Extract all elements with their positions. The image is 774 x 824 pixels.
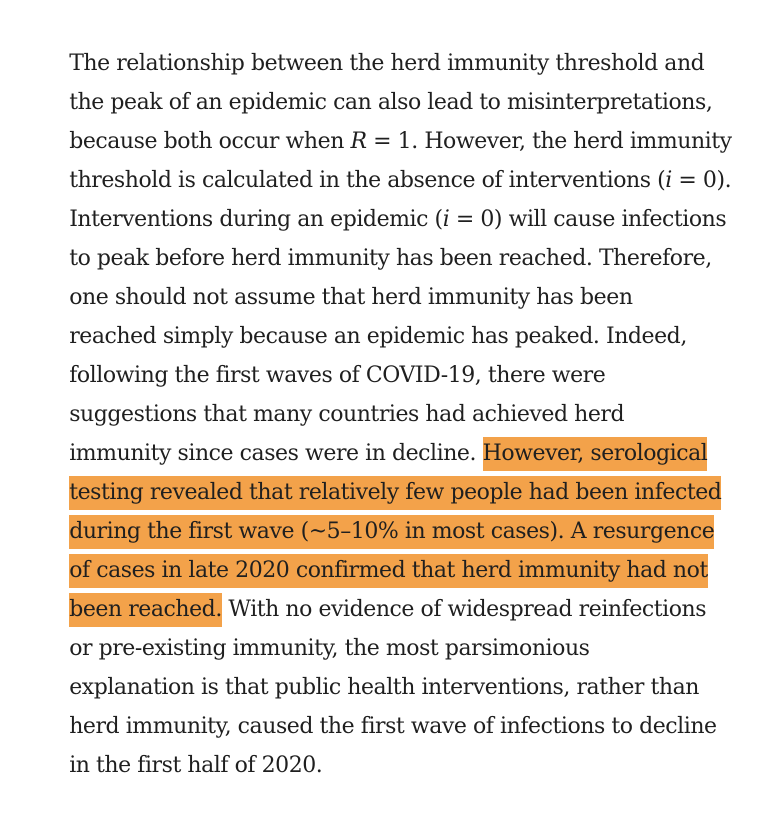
paragraph-line [43,629,699,700]
highlighted-text: during the first wave (~5–10% in most cases). A resurgence [69,515,714,549]
variable-i: i [665,168,672,193]
highlighted-text: of cases in late 2020 confirmed that herd immunity had not [69,554,708,588]
text-run: reached simply because an epidemic has peaked. Indeed, [69,324,687,349]
paragraph-line [43,161,727,232]
text-run: or pre-existing immunity, the most parsimonious [69,636,590,661]
text-run: = 1. However, the herd immunity [366,129,732,154]
paragraph-line [43,5,705,76]
paragraph-line [43,278,687,349]
paragraph-line [43,44,713,115]
paragraph-line [43,239,633,310]
text-run: following the first waves of COVID-19, there were [69,363,606,388]
paragraph-line [43,122,732,193]
text-run: immunity since cases were in decline. [69,441,483,466]
paragraph-line [43,668,717,739]
text-run: The relationship between the herd immunity threshold and [69,51,705,76]
text-run: With no evidence of widespread reinfections [221,597,707,622]
paragraph-line [43,356,625,427]
highlighted-text: been reached. [69,593,222,627]
paragraph-line [43,395,708,466]
text-run: in the first half of 2020. [69,753,323,778]
text-run: herd immunity, caused the first wave of infections to decline [69,714,717,739]
paragraph-line [43,707,323,778]
highlighted-text: However, serological [483,437,708,471]
variable-r: R [350,129,367,154]
paragraph-line [43,473,715,544]
text-run: Interventions during an epidemic ( [69,207,443,232]
paragraph-line [43,512,708,583]
text-run: because both occur when [69,129,351,154]
paragraph-line [43,590,590,661]
text-run: = 0). [671,168,732,193]
text-run: threshold is calculated in the absence of interventions ( [69,168,666,193]
paragraph-line [43,434,722,505]
paragraph-line [43,83,732,154]
paragraph-line [43,200,712,271]
text-run: explanation is that public health interventions, rather than [69,675,699,700]
paragraph-line [43,551,707,622]
text-run: = 0) will cause infections [449,207,727,232]
text-run: one should not assume that herd immunity has been [69,285,633,310]
paragraph-line [43,317,606,388]
text-run: to peak before herd immunity has been reached. Therefore, [69,246,712,271]
variable-i: i [442,207,450,232]
highlighted-text: testing revealed that relatively few people had been infected [69,476,721,510]
text-run: suggestions that many countries had achieved herd [69,402,625,427]
text-run: the peak of an epidemic can also lead to misinterpretations, [69,90,713,115]
